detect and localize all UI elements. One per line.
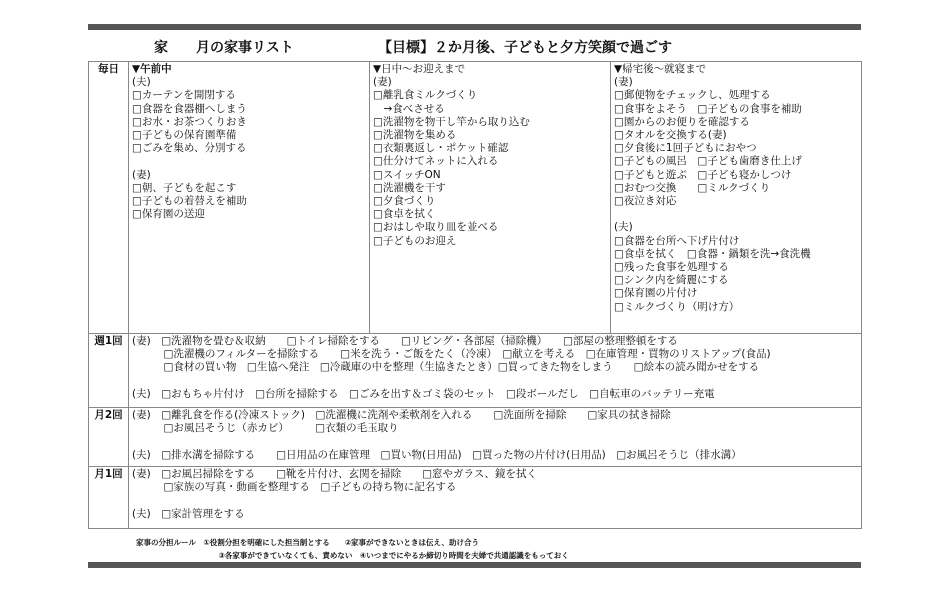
list-item: □子どものお迎え (373, 234, 457, 247)
list-item: □衣類裏返し・ポケット確認 (373, 142, 509, 155)
weekly-label: 週1回 (89, 334, 129, 408)
list-item: □残った食事を処理する (614, 261, 729, 274)
list-item (132, 375, 858, 388)
list-item: □洗濯機を干す (373, 181, 446, 194)
list-item: □お風呂そうじ（赤カビ） □衣類の毛玉取り (132, 422, 399, 435)
list-item: □保育園の片付け (614, 287, 698, 300)
title-row (88, 37, 861, 59)
list-item: □食卓を拭く (373, 208, 436, 221)
monthly-cell (129, 467, 862, 529)
monthly-list (132, 468, 858, 521)
biweekly-list (132, 409, 858, 462)
list-item: (妻) □洗濯物を畳む＆収納 □トイレ掃除をする □リビング・各部屋（掃除機） □部屋の整理整頓をする (132, 335, 678, 347)
list-item: □食器を食器棚へしまう (132, 102, 247, 115)
top-border-bar (88, 24, 861, 30)
list-item (132, 494, 858, 507)
daytime-header: ▼日中～お迎えまで (373, 63, 466, 75)
list-item: □仕分けてネットに入れる (373, 155, 499, 168)
biweekly-label: 月2回 (89, 408, 129, 467)
list-item: (夫) □おもちゃ片付け □台所を掃除する □ごみを出す＆ゴミ袋のセット □段ボールだし □自転車のバッテリー充電 (132, 387, 715, 400)
list-item: □シンク内を綺麗にする (614, 274, 729, 287)
list-item: □洗濯物を物干し竿から取り込む (373, 115, 530, 128)
monthly-label: 月1回 (89, 467, 129, 529)
list-item: □離乳食ミルクづくり (373, 89, 478, 102)
weekly-row (89, 334, 862, 408)
list-item: □ミルクづくり（明け方） (614, 300, 740, 313)
page-title: 家 月の家事リスト (154, 40, 294, 56)
list-item: □洗濯物を集める (373, 129, 457, 142)
daytime-list (373, 76, 607, 248)
list-item (132, 435, 858, 448)
list-item: □家族の写真・動画を整理する □子どもの持ち物に記名する (132, 481, 457, 494)
list-item: □朝、子どもを起こす (132, 181, 237, 194)
daily-evening-cell (611, 62, 862, 334)
rules-line-1: 家事の分担ルール ①役割分担を明確にした担当制とする ②家事ができないときは伝え、助け合う (136, 538, 479, 547)
list-item: □食器を台所へ下げ片付け (614, 234, 740, 247)
list-item: □子どもと遊ぶ □子ども寝かしつけ (614, 168, 792, 181)
list-item: □園からのお便りを確認する (614, 115, 750, 128)
biweekly-cell (129, 408, 862, 467)
chore-table (88, 61, 862, 529)
bottom-border-bar (88, 562, 861, 568)
evening-header: ▼帰宅後～就寝まで (614, 63, 707, 75)
list-item: (妻) (614, 76, 633, 89)
daily-morning-cell (129, 62, 370, 334)
weekly-cell (129, 334, 862, 408)
daily-label: 毎日 (89, 62, 129, 334)
list-item: (夫) (614, 221, 633, 234)
list-item: (妻) □離乳食を作る(冷凍ストック) □洗濯機に洗剤や柔軟剤を入れる □洗面所を掃除 □家具の拭き掃除 (132, 409, 671, 421)
list-item: □スイッチON (373, 168, 441, 181)
goal-title: 【目標】２か月後、子どもと夕方笑顔で過ごす (378, 40, 672, 56)
daily-row (89, 62, 862, 334)
list-item: □食材の買い物 □生協へ発注 □冷蔵庫の中を整理（生協きたとき）□買ってきた物をしまう □絵本の読み聞かせをする (132, 361, 760, 374)
list-item: □おむつ交換 □ミルクづくり (614, 181, 771, 194)
list-item: □子どもの着替えを補助 (132, 195, 247, 208)
biweekly-row (89, 408, 862, 467)
evening-list (614, 76, 858, 314)
list-item: □お水・お茶つくりおき (132, 115, 247, 128)
list-item: □ごみを集め、分別する (132, 142, 247, 155)
list-item: (妻) (373, 76, 392, 89)
list-item: □夕食後に1回子どもにおやつ (614, 142, 757, 155)
list-item: □夜泣き対応 (614, 195, 677, 208)
list-item: □食卓を拭く □食器・鍋類を洗→食洗機 (614, 247, 811, 260)
list-item (614, 208, 858, 221)
list-item: →食べさせる (373, 102, 445, 115)
monthly-row (89, 467, 862, 529)
list-item: □タオルを交換する(妻) (614, 129, 727, 142)
list-item: □洗濯機のフィルターを掃除する □米を洗う・ご飯をたく（冷凍） □献立を考える □在庫管理・買物のリストアップ(食品) (132, 348, 771, 361)
daily-daytime-cell (370, 62, 611, 334)
weekly-list (132, 335, 858, 401)
morning-list (132, 76, 366, 221)
list-item: (夫) □排水溝を掃除する □日用品の在庫管理 □買い物(日用品) □買った物の片付け(日用品) □お風呂そうじ（排水溝） (132, 448, 742, 461)
morning-header: ▼午前中 (132, 63, 172, 75)
list-item: □おはしや取り皿を並べる (373, 221, 499, 234)
list-item: (夫) (132, 76, 151, 89)
list-item: □食事をよそう □子どもの食事を補助 (614, 102, 802, 115)
list-item: □郵便物をチェックし、処理する (614, 89, 771, 102)
rules-line-2: ③各家事ができていなくても、責めない ④いつまでにやるか締切り時間を夫婦で共通認識をもっておく (136, 551, 569, 560)
list-item: (妻) □お風呂掃除をする □靴を片付け、玄関を掃除 □窓やガラス、鏡を拭く (132, 468, 538, 480)
list-item: (妻) (132, 168, 151, 181)
list-item: □子どもの風呂 □子ども歯磨き仕上げ (614, 155, 802, 168)
list-item: □子どもの保育園準備 (132, 129, 237, 142)
list-item: □保育園の送迎 (132, 208, 205, 221)
list-item: □カーテンを開閉する (132, 89, 236, 102)
list-item: (夫) □家計管理をする (132, 507, 245, 520)
list-item (132, 155, 366, 168)
list-item: □夕食づくり (373, 195, 436, 208)
